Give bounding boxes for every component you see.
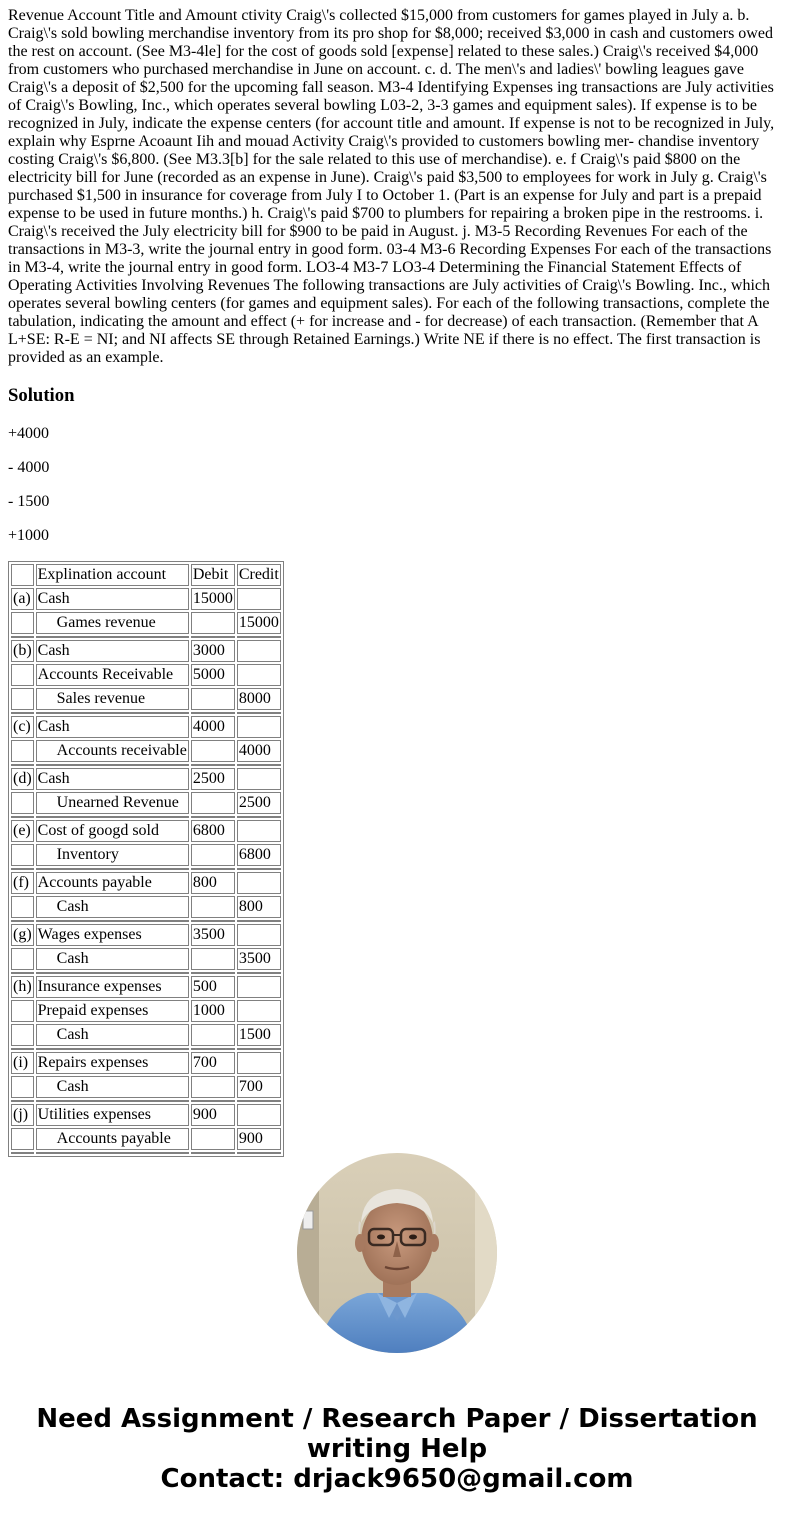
debit-cell: 900	[191, 1104, 235, 1126]
separator-cell	[36, 1100, 189, 1102]
separator-cell	[237, 816, 281, 818]
debit-cell: 3000	[191, 640, 235, 662]
credit-cell	[237, 820, 281, 842]
entry-separator-row	[11, 636, 281, 638]
separator-cell	[36, 764, 189, 766]
entry-label-cell	[11, 1076, 34, 1098]
debit-cell: 15000	[191, 588, 235, 610]
header-credit-cell: Credit	[237, 564, 281, 586]
table-row	[11, 948, 281, 970]
table-row	[11, 1024, 281, 1046]
entry-label-cell: (g)	[11, 924, 34, 946]
solution-heading: Solution	[8, 385, 75, 406]
header-account-cell: Explination account	[36, 564, 189, 586]
table-row	[11, 1000, 281, 1022]
header-debit-cell: Debit	[191, 564, 235, 586]
entry-label-cell	[11, 896, 34, 918]
account-cell: Cash	[36, 588, 189, 610]
debit-cell: 700	[191, 1052, 235, 1074]
credit-cell: 6800	[237, 844, 281, 866]
account-cell: Cash	[36, 948, 189, 970]
banner-line: Need Assignment / Research Paper / Dissertation	[36, 1404, 758, 1434]
credit-cell: 800	[237, 896, 281, 918]
separator-cell	[191, 1100, 235, 1102]
entry-label-cell: (i)	[11, 1052, 34, 1074]
debit-cell: 6800	[191, 820, 235, 842]
account-cell: Accounts payable	[36, 872, 189, 894]
credit-cell	[237, 924, 281, 946]
entry-label-cell	[11, 1128, 34, 1150]
table-row	[11, 976, 281, 998]
solution-line: +4000	[8, 425, 50, 442]
separator-cell	[237, 712, 281, 714]
account-cell: Accounts payable	[36, 1128, 189, 1150]
person-portrait-icon	[297, 1153, 497, 1353]
credit-cell: 900	[237, 1128, 281, 1150]
separator-cell	[191, 920, 235, 922]
debit-cell	[191, 948, 235, 970]
debit-cell: 4000	[191, 716, 235, 738]
debit-cell	[191, 612, 235, 634]
separator-cell	[11, 972, 34, 974]
entry-label-cell: (c)	[11, 716, 34, 738]
separator-cell	[237, 972, 281, 974]
account-cell: Cost of googd sold	[36, 820, 189, 842]
account-cell: Cash	[36, 1076, 189, 1098]
separator-cell	[11, 868, 34, 870]
table-row	[11, 896, 281, 918]
separator-cell	[36, 636, 189, 638]
separator-cell	[191, 712, 235, 714]
account-cell: Accounts Receivable	[36, 664, 189, 686]
table-row	[11, 1052, 281, 1074]
credit-cell: 4000	[237, 740, 281, 762]
debit-cell: 800	[191, 872, 235, 894]
entry-separator-row	[11, 1152, 281, 1154]
credit-cell	[237, 588, 281, 610]
solution-line: +1000	[8, 527, 50, 544]
debit-cell	[191, 1076, 235, 1098]
account-cell: Games revenue	[36, 612, 189, 634]
debit-cell	[191, 844, 235, 866]
separator-cell	[11, 1152, 34, 1154]
question-text: Revenue Account Title and Amount ctivity Craig\'s collected $15,000 from customers for games played in July a. b. Craig\'s sold bowling merchandise inventory from its pro shop for $8,000; received $3,000 in cash and customers owed the rest on account. (See M3-4le] for the cost of goods sold [expense] related to these sales.) Craig\'s received $4,000 from customers who purchased merchandise in June on account. c. d. The men\'s and ladies\' bowling leagues gave Craig\'s a deposit of $2,500 for the upcoming fall season. M3-4 Identifying Expenses ing transactions are July activities of Craig\'s Bowling, Inc., which operates several bowling L03-2, 3-3 games and equipment sales). If expense is to be recognized in July, indicate the expense centers (for account title and amount. If expense is not to be recognized in July, explain why Esprne Acoaunt Iih and mouad Activity Craig\'s provided to customers bowling mer- chandise inventory costing Craig\'s $6,800. (See M3.3[b] for the sale related to this use of merchandise). e. f Craig\'s paid $800 on the electricity bill for June (recorded as an expense in June). Craig\'s paid $3,500 to employees for work in July g. Craig\'s purchased $1,500 in insurance for coverage from July I to October 1. (Part is an expense for July and part is a prepaid expense to be used in future months.) h. Craig\'s paid $700 to plumbers for repairing a broken pipe in the restrooms. i. Craig\'s received the July electricity bill for $900 to be paid in August. j. M3-5 Recording Revenues For each of the transactions in M3-3, write the journal entry in good form. 03-4 M3-6 Recording Expenses For each of the transactions in M3-4, write the journal entry in good form. LO3-4 M3-7 LO3-4 Determining the Financial Statement Effects of Operating Activities Involving Revenues The following transactions are July activities of Craig\'s Bowling. Inc., which operates several bowling centers (for games and equipment sales). For each of the following transactions, complete the tabulation, indicating the amount and effect (+ for increase and - for decrease) of each transaction. (Remember that A L+SE: R-E = NI; and NI affects SE through Retained Earnings.) Write NE if there is no effect. The first transaction is provided as an example.	[8, 7, 775, 366]
separator-cell	[36, 712, 189, 714]
entry-separator-row	[11, 712, 281, 714]
separator-cell	[36, 816, 189, 818]
debit-cell: 2500	[191, 768, 235, 790]
account-cell: Insurance expenses	[36, 976, 189, 998]
debit-cell	[191, 1024, 235, 1046]
table-row	[11, 1128, 281, 1150]
credit-cell	[237, 1000, 281, 1022]
debit-cell: 5000	[191, 664, 235, 686]
separator-cell	[11, 1100, 34, 1102]
separator-cell	[36, 920, 189, 922]
credit-cell	[237, 640, 281, 662]
credit-cell: 3500	[237, 948, 281, 970]
entry-separator-row	[11, 1100, 281, 1102]
promo-banner	[0, 1404, 794, 1494]
separator-cell	[191, 868, 235, 870]
account-cell: Utilities expenses	[36, 1104, 189, 1126]
debit-cell	[191, 1128, 235, 1150]
table-row	[11, 640, 281, 662]
table-row	[11, 872, 281, 894]
entry-label-cell: (b)	[11, 640, 34, 662]
credit-cell	[237, 664, 281, 686]
separator-cell	[191, 972, 235, 974]
credit-cell	[237, 1052, 281, 1074]
account-cell: Prepaid expenses	[36, 1000, 189, 1022]
separator-cell	[11, 1048, 34, 1050]
separator-cell	[237, 1152, 281, 1154]
debit-cell	[191, 688, 235, 710]
separator-cell	[237, 1048, 281, 1050]
entry-separator-row	[11, 868, 281, 870]
credit-cell: 8000	[237, 688, 281, 710]
table-row	[11, 844, 281, 866]
entry-label-cell	[11, 948, 34, 970]
entry-label-cell	[11, 844, 34, 866]
separator-cell	[11, 764, 34, 766]
separator-cell	[237, 764, 281, 766]
account-cell: Inventory	[36, 844, 189, 866]
table-row	[11, 1104, 281, 1126]
entry-label-cell	[11, 1000, 34, 1022]
account-cell: Sales revenue	[36, 688, 189, 710]
account-cell: Cash	[36, 640, 189, 662]
debit-cell	[191, 792, 235, 814]
solution-line: - 4000	[8, 459, 50, 476]
credit-cell	[237, 872, 281, 894]
separator-cell	[11, 712, 34, 714]
entry-separator-row	[11, 816, 281, 818]
account-cell: Wages expenses	[36, 924, 189, 946]
entry-label-cell: (d)	[11, 768, 34, 790]
table-header-row	[11, 564, 281, 586]
entry-label-cell	[11, 688, 34, 710]
credit-cell: 15000	[237, 612, 281, 634]
account-cell: Cash	[36, 1024, 189, 1046]
entry-label-cell	[11, 1024, 34, 1046]
debit-cell: 1000	[191, 1000, 235, 1022]
table-row	[11, 792, 281, 814]
separator-cell	[36, 1048, 189, 1050]
separator-cell	[237, 636, 281, 638]
account-cell: Cash	[36, 716, 189, 738]
solution-line: - 1500	[8, 493, 50, 510]
debit-cell: 500	[191, 976, 235, 998]
credit-cell: 700	[237, 1076, 281, 1098]
entry-label-cell	[11, 740, 34, 762]
entry-separator-row	[11, 1048, 281, 1050]
debit-cell: 3500	[191, 924, 235, 946]
journal-table-body	[11, 564, 281, 1154]
table-row	[11, 820, 281, 842]
separator-cell	[191, 1152, 235, 1154]
entry-separator-row	[11, 972, 281, 974]
separator-cell	[36, 1152, 189, 1154]
account-cell: Repairs expenses	[36, 1052, 189, 1074]
table-row	[11, 664, 281, 686]
banner-contact: Contact: drjack9650@gmail.com	[160, 1464, 634, 1494]
entry-label-cell: (h)	[11, 976, 34, 998]
credit-cell	[237, 976, 281, 998]
credit-cell: 2500	[237, 792, 281, 814]
separator-cell	[36, 972, 189, 974]
debit-cell	[191, 740, 235, 762]
entry-label-cell: (j)	[11, 1104, 34, 1126]
table-row	[11, 688, 281, 710]
entry-separator-row	[11, 920, 281, 922]
credit-cell	[237, 716, 281, 738]
account-cell: Unearned Revenue	[36, 792, 189, 814]
entry-separator-row	[11, 764, 281, 766]
separator-cell	[36, 868, 189, 870]
entry-label-cell: (a)	[11, 588, 34, 610]
journal-entries-table	[8, 561, 284, 1157]
separator-cell	[11, 636, 34, 638]
table-row	[11, 588, 281, 610]
entry-label-cell: (e)	[11, 820, 34, 842]
entry-label-cell	[11, 612, 34, 634]
credit-cell: 1500	[237, 1024, 281, 1046]
separator-cell	[11, 920, 34, 922]
separator-cell	[11, 816, 34, 818]
table-row	[11, 1076, 281, 1098]
separator-cell	[237, 1100, 281, 1102]
account-cell: Accounts receivable	[36, 740, 189, 762]
author-photo	[297, 1153, 497, 1353]
account-cell: Cash	[36, 768, 189, 790]
header-label-cell	[11, 564, 34, 586]
credit-cell	[237, 1104, 281, 1126]
table-row	[11, 740, 281, 762]
separator-cell	[191, 764, 235, 766]
credit-cell	[237, 768, 281, 790]
table-row	[11, 716, 281, 738]
table-row	[11, 924, 281, 946]
table-row	[11, 768, 281, 790]
separator-cell	[191, 816, 235, 818]
separator-cell	[237, 920, 281, 922]
separator-cell	[237, 868, 281, 870]
debit-cell	[191, 896, 235, 918]
separator-cell	[191, 1048, 235, 1050]
table-row	[11, 612, 281, 634]
entry-label-cell: (f)	[11, 872, 34, 894]
separator-cell	[191, 636, 235, 638]
entry-label-cell	[11, 664, 34, 686]
entry-label-cell	[11, 792, 34, 814]
account-cell: Cash	[36, 896, 189, 918]
banner-line: writing Help	[306, 1434, 488, 1464]
